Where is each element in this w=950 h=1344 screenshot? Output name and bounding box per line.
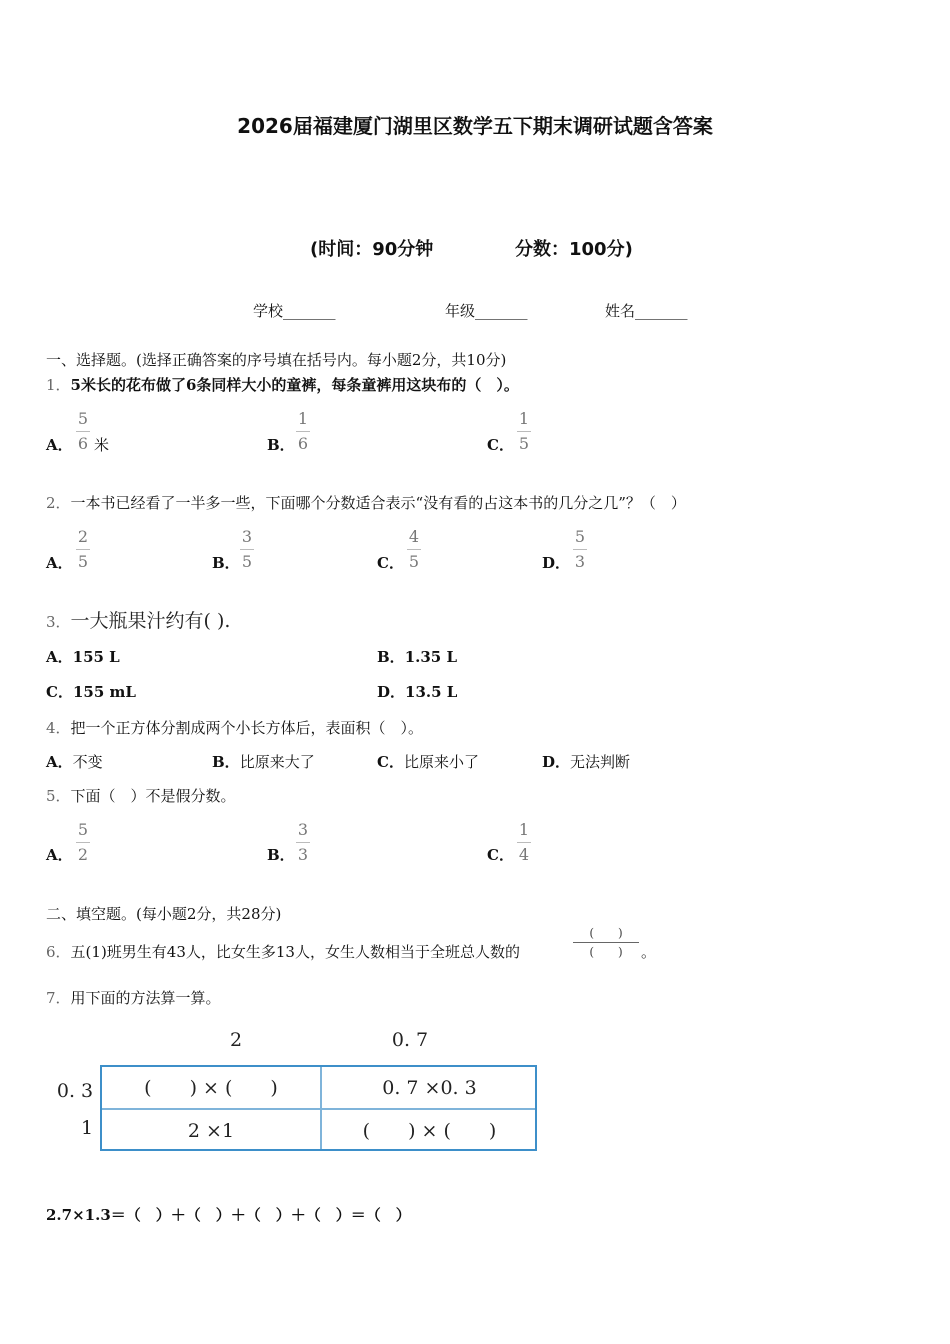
blank-fraction[interactable]: ( ) ( ) (573, 926, 639, 959)
exam-time: (时间：90分钟 (310, 239, 434, 260)
question-3: 3．一大瓶果汁约有( ). (46, 610, 231, 632)
option-d[interactable]: D．无法判断 (542, 753, 631, 771)
equation-blanks[interactable]: 2.7×1.3＝（ ）＋（ ）＋（ ）＋（ ）＝（ ） (46, 1206, 411, 1224)
fraction: 5 2 (77, 820, 89, 864)
question-7: 7．用下面的方法算一算。 (46, 989, 221, 1007)
section2-heading: 二、填空题。(每小题2分，共28分) (46, 905, 282, 923)
option-a-unit: 米 (94, 436, 110, 454)
option-a[interactable]: A．不变 (46, 753, 103, 771)
table-cell-blank[interactable]: ( ) × ( ) (144, 1077, 278, 1099)
option-b[interactable]: B．比原来大了 (212, 753, 315, 771)
option-b[interactable]: B．1.35 L (377, 648, 457, 666)
question-number: 1． (46, 376, 71, 394)
option-a[interactable]: A．155 L (46, 648, 120, 666)
option-d[interactable]: D． (542, 554, 571, 572)
question-5: 5．下面（ ）不是假分数。 (46, 787, 236, 805)
question-2: 2．一本书已经看了一半多一些，下面哪个分数适合表示“没有看的占这本书的几分之几”？（ ） (46, 494, 686, 512)
table-cell-blank[interactable]: ( ) × ( ) (362, 1120, 497, 1142)
name-field[interactable]: 姓名_______ (605, 302, 688, 320)
question-6-end: 。 (641, 943, 657, 961)
option-a[interactable]: A． (46, 846, 73, 864)
option-c[interactable]: C． (487, 436, 514, 454)
table-cell: 0. 7 ×0. 3 (382, 1077, 477, 1099)
option-c[interactable]: C．155 mL (46, 683, 136, 701)
fraction: 1 5 (518, 409, 530, 453)
fraction: 5 3 (574, 527, 586, 571)
area-model-table (100, 1065, 537, 1151)
option-c[interactable]: C． (487, 846, 514, 864)
fraction: 1 6 (297, 409, 309, 453)
option-d[interactable]: D．13.5 L (377, 683, 458, 701)
question-text: 5米长的花布做了6条同样大小的童裤，每条童裤用这块布的（ ）。 (70, 376, 519, 394)
option-a[interactable]: A． (46, 554, 73, 572)
fraction: 3 5 (241, 527, 253, 571)
fraction: 1 4 (518, 820, 530, 864)
column-header: 0. 7 (391, 1029, 429, 1051)
question-1 (46, 376, 519, 394)
section1-heading: 一、选择题。(选择正确答案的序号填在括号内。每小题2分，共10分) (46, 351, 507, 369)
page-title: 2026届福建厦门湖里区数学五下期末调研试题含答案 (237, 114, 713, 138)
fraction: 3 3 (297, 820, 309, 864)
option-b[interactable]: B． (212, 554, 240, 572)
option-c[interactable]: C．比原来小了 (377, 753, 479, 771)
column-header: 2 (229, 1029, 243, 1051)
row-header: 1 (80, 1117, 94, 1139)
row-header: 0. 3 (56, 1080, 94, 1102)
option-b[interactable]: B． (267, 846, 295, 864)
option-c[interactable]: C． (377, 554, 404, 572)
grade-field[interactable]: 年级_______ (445, 302, 528, 320)
table-cell: 2 ×1 (187, 1120, 235, 1142)
school-field[interactable]: 学校_______ (253, 302, 336, 320)
question-6: 6．五(1)班男生有43人，比女生多13人，女生人数相当于全班总人数的 (46, 943, 520, 961)
fraction: 4 5 (408, 527, 420, 571)
option-b[interactable]: B． (267, 436, 295, 454)
option-a[interactable]: A． (46, 436, 73, 454)
exam-score: 分数：100分) (515, 239, 633, 260)
question-4: 4．把一个正方体分割成两个小长方体后，表面积（ ）。 (46, 719, 424, 737)
fraction: 5 6 (77, 409, 89, 453)
fraction: 2 5 (77, 527, 89, 571)
